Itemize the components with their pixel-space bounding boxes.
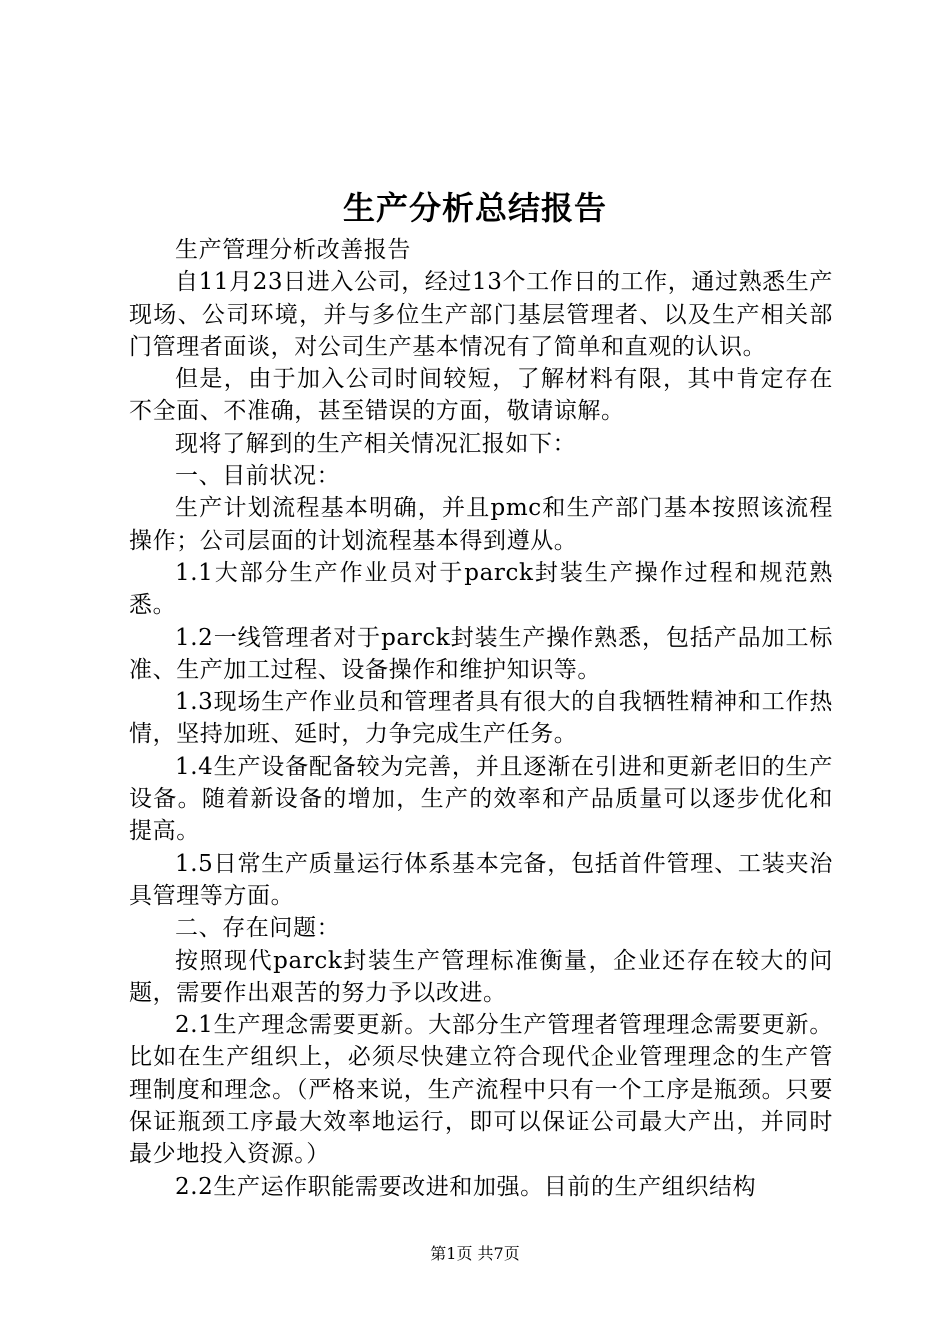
item-1-2: 1.2一线管理者对于parck封装生产操作熟悉，包括产品加工标准、生产加工过程、设备操作和维护知识等。 — [129, 624, 833, 683]
section-heading-current-status: 一、目前状况： — [175, 463, 341, 490]
section-heading-problems: 二、存在问题： — [175, 915, 341, 942]
page-footer: 第1页 共7页 — [430, 1244, 520, 1263]
paragraph-problems-intro: 按照现代parck封装生产管理标准衡量，企业还存在较大的问题，需要作出艰苦的努力予以改进。 — [129, 947, 833, 1006]
item-1-3: 1.3现场生产作业员和管理者具有很大的自我牺牲精神和工作热情，坚持加班、延时，力争完成生产任务。 — [129, 689, 833, 748]
report-subtitle: 生产管理分析改善报告 — [175, 237, 411, 263]
item-1-4: 1.4生产设备配备较为完善，并且逐渐在引进和更新老旧的生产设备。随着新设备的增加，生产的效率和产品质量可以逐步优化和提高。 — [129, 753, 833, 845]
paragraph-lead-in: 现将了解到的生产相关情况汇报如下： — [175, 430, 577, 457]
paragraph-planning-process: 生产计划流程基本明确，并且pmc和生产部门基本按照该流程操作；公司层面的计划流程基本得到遵从。 — [129, 495, 833, 554]
document-body — [129, 234, 833, 1203]
document-title: 生产分析总结报告 — [342, 189, 607, 227]
item-1-5: 1.5日常生产质量运行体系基本完备，包括首件管理、工装夹治具管理等方面。 — [129, 850, 833, 909]
item-2-2: 2.2生产运作职能需要改进和加强。目前的生产组织结构 — [175, 1173, 757, 1200]
item-1-1: 1.1大部分生产作业员对于parck封装生产操作过程和规范熟悉。 — [129, 559, 833, 619]
paragraph-intro: 自11月23日进入公司，经过13个工作日的工作，通过熟悉生产现场、公司环境，并与多位生产部门基层管理者、以及生产相关部门管理者面谈，对公司生产基本情况有了简单和直观的认识。 — [129, 269, 833, 360]
item-2-1: 2.1生产理念需要更新。大部分生产管理者管理理念需要更新。比如在生产组织上，必须尽快建立符合现代企业管理理念的生产管理制度和理念。（严格来说，生产流程中只有一个工序是瓶颈。只要保证瓶颈工序最大效率地运行，即可以保证公司最大产出，并同时最少地投入资源。） — [129, 1012, 833, 1168]
paragraph-disclaimer: 但是，由于加入公司时间较短，了解材料有限，其中肯定存在不全面、不准确，甚至错误的方面，敬请谅解。 — [129, 366, 833, 425]
